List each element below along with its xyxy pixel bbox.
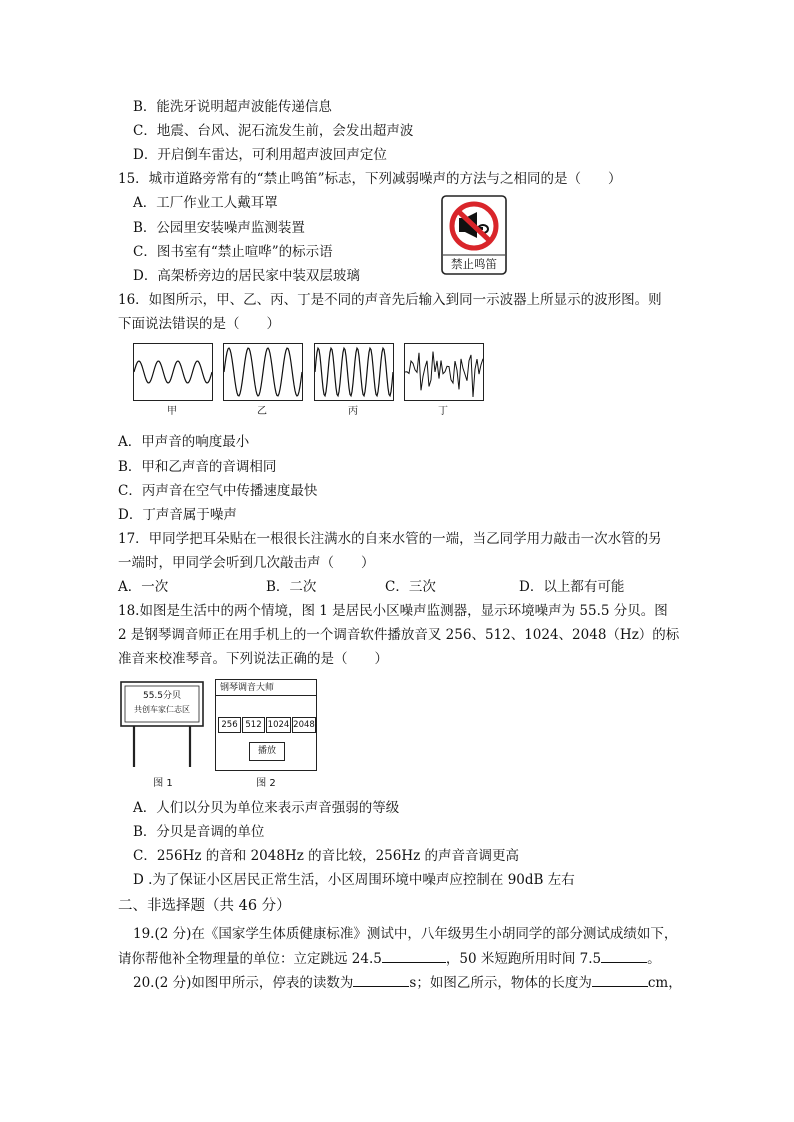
q16-option-b: B．甲和乙声音的音调相同 [118,459,277,475]
waveform-label-yi: 乙 [257,406,267,417]
q19-text-b: ，50 米短跑所用时间 7.5 [445,951,602,967]
q18-stem-line3: 准音来校准琴音。下列说法正确的是（ ） [118,651,388,667]
q15-stem: 15．城市道路旁常有的“禁止鸣笛”标志，下列减弱噪声的方法与之相同的是（ ） [118,171,622,187]
q17-option-d: D．以上都有可能 [519,579,625,595]
q19-text-c: 。 [647,951,661,967]
q18-stem-line2: 2 是钢琴调音师正在用手机上的一个调音软件播放音叉 256、512、1024、2048（Hz）的标 [118,627,680,643]
q17-stem-line1: 17．甲同学把耳朵贴在一根很长注满水的自来水管的一端，当乙同学用力敲击一次水管的另 [118,531,662,547]
q16-stem-line1: 16．如图所示，甲、乙、丙、丁是不同的声音先后输入到同一示波器上所显示的波形图。则 [118,292,662,308]
q19-text-a: 请你帮他补全物理量的单位：立定跳远 24.5 [118,951,382,967]
q16-stem-line2: 下面说法错误的是（ ） [118,316,280,332]
q14-option-d: D．开启倒车雷达，可利用超声波回声定位 [133,147,387,163]
q14-option-b: B．能洗牙说明超声波能传递信息 [133,99,332,115]
waveform-label-ding: 丁 [438,406,448,417]
noise-monitor-figure [120,681,204,771]
key-256-button[interactable]: 256 [218,717,241,733]
q17-option-a: A．一次 [118,579,169,595]
waveform-yi-plot [224,344,302,400]
q16-option-a: A．甲声音的响度最小 [118,434,250,450]
no-horn-sign [441,195,507,275]
figure-2-caption: 图 2 [256,778,276,789]
waveform-ding-plot [405,344,483,400]
noise-monitor-subtitle: 共创车家仁志区 [134,705,190,714]
play-button[interactable]: 播放 [249,742,285,761]
tuning-app-title: 钢琴调音大师 [216,680,316,696]
q20-text-c: cm， [647,975,682,991]
section-2-heading: 二、非选择题（共 46 分） [118,898,291,914]
q19-line1: 19.(2 分)在《国家学生体质健康标准》测试中，八年级男生小胡同学的部分测试成绩如下， [133,926,678,942]
q20-text-a: 20.(2 分)如图甲所示，停表的读数为 [133,975,354,991]
q18-option-c: C．256Hz 的音和 2048Hz 的音比较，256Hz 的声音音调更高 [133,848,520,864]
waveform-bing [314,343,394,401]
q17-stem-line2: 一端时，甲同学会听到几次敲击声（ ） [118,555,375,571]
waveform-bing-plot [315,344,393,400]
q20-line1 [133,972,682,993]
q19-line2 [118,948,661,969]
q18-option-a: A．人们以分贝为单位来表示声音强弱的等级 [133,800,400,816]
q15-option-a: A．工厂作业工人戴耳罩 [133,195,278,211]
q15-option-b: B．公园里安装噪声监测装置 [133,220,305,236]
long-jump-unit-blank[interactable] [382,948,446,963]
noise-monitor-reading: 55.5分贝 [142,691,182,701]
q18-option-b: B．分贝是音调的单位 [133,824,265,840]
waveform-label-bing: 丙 [348,406,358,417]
waveform-yi [223,343,303,401]
q18-option-d: D .为了保证小区居民正常生活，小区周围环境中噪声应控制在 90dB 左右 [133,872,575,888]
waveform-label-jia: 甲 [167,406,177,417]
q17-option-c: C．三次 [385,579,436,595]
q20-text-b: s；如图乙所示，物体的长度为 [409,975,592,991]
stopwatch-reading-blank[interactable] [353,972,409,987]
sign-label: 禁止鸣笛 [451,257,497,271]
figure-1-caption: 图 1 [153,778,173,789]
q17-option-b: B．二次 [266,579,317,595]
q15-option-d: D．高架桥旁边的居民家中装双层玻璃 [133,268,360,284]
key-512-button[interactable]: 512 [242,717,265,733]
tuning-app-figure [215,679,317,771]
waveform-ding [404,343,484,401]
q16-option-c: C．丙声音在空气中传播速度最快 [118,483,318,499]
sprint-time-unit-blank[interactable] [601,948,647,963]
object-length-blank[interactable] [592,972,648,987]
waveform-jia [133,343,213,401]
waveform-jia-plot [134,344,212,400]
q18-stem-line1: 18.如图是生活中的两个情境，图 1 是居民小区噪声监测器，显示环境噪声为 55.5 分贝。图 [118,603,668,619]
key-2048-button[interactable]: 2048 [292,717,316,733]
key-1024-button[interactable]: 1024 [266,717,291,733]
q15-option-c: C．图书室有“禁止喧哗”的标示语 [133,244,333,260]
q14-option-c: C．地震、台风、泥石流发生前，会发出超声波 [133,123,414,139]
q16-option-d: D．丁声音属于噪声 [118,507,237,523]
